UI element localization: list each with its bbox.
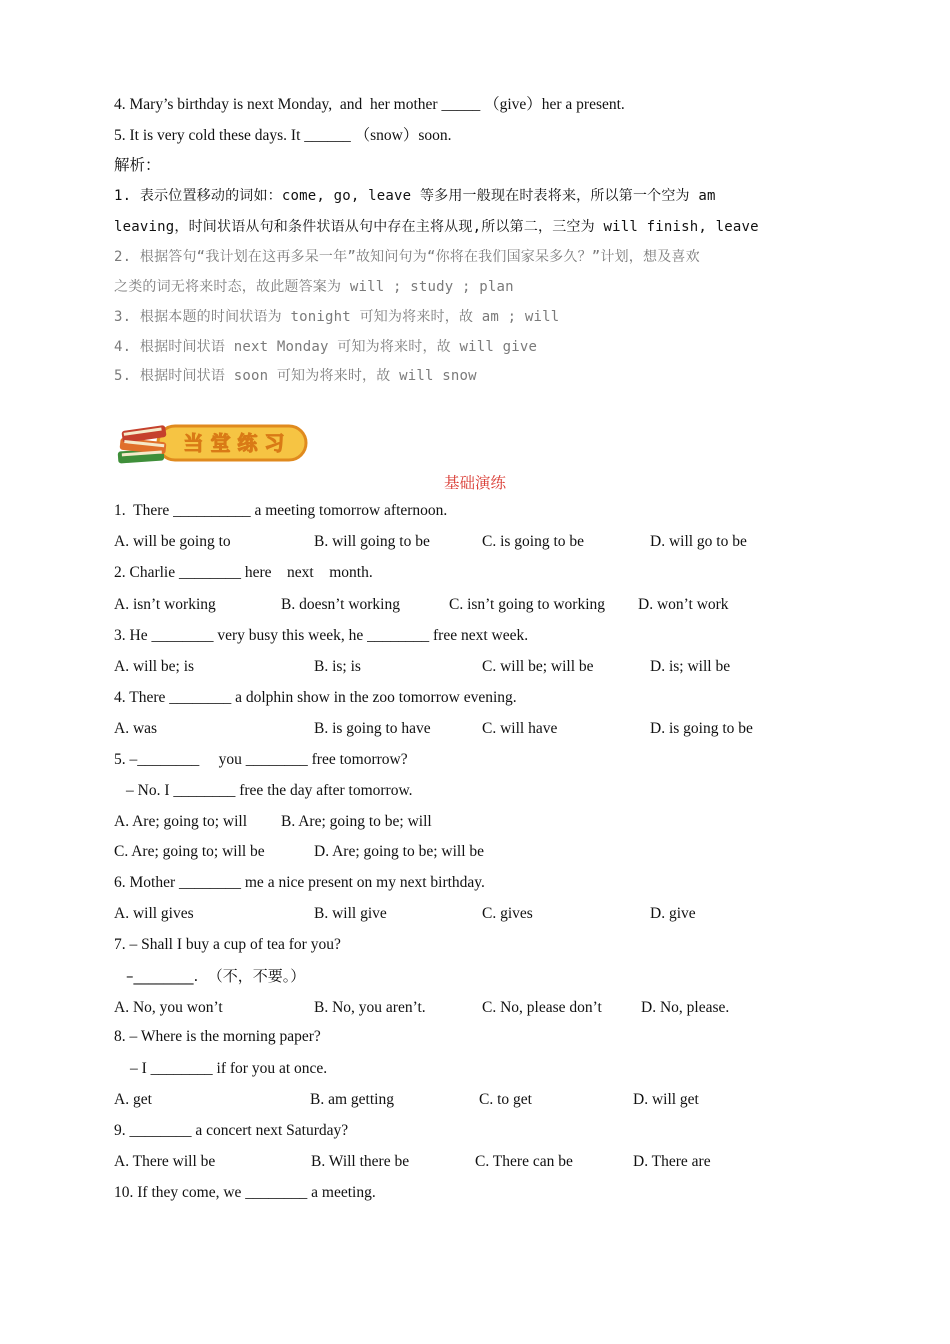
question-4: 4. There ________ a dolphin show in the zoo tomorrow evening. (114, 689, 517, 706)
analysis-2-line-2: 之类的词无将来时态，故此题答案为 will ; study ; plan (114, 279, 514, 295)
q6-option-b: B. will give (314, 905, 387, 922)
q4-option-c: C. will have (482, 720, 558, 737)
question-10: 10. If they come, we ________ a meeting. (114, 1184, 376, 1201)
question-6: 6. Mother ________ me a nice present on my next birthday. (114, 874, 485, 891)
q6-option-a: A. will gives (114, 905, 194, 922)
question-5-line-2: – No. I ________ free the day after tomorrow. (126, 782, 413, 799)
analysis-3: 3. 根据本题的时间状语为 tonight 可知为将来时，故 am ; will (114, 309, 560, 325)
analysis-4: 4. 根据时间状语 next Monday 可知为将来时，故 will give (114, 339, 538, 355)
q8-option-c: C. to get (479, 1091, 532, 1108)
q5-option-c: C. Are; going to; will be (114, 843, 265, 860)
question-1: 1. There __________ a meeting tomorrow afternoon. (114, 502, 448, 519)
q9-option-c: C. There can be (475, 1153, 573, 1170)
q9-option-d: D. There are (633, 1153, 711, 1170)
practice-banner (114, 416, 310, 468)
analysis-1-line-2: leaving，时间状语从句和条件状语从句中存在主将从现,所以第二，三空为 will finish, leave (114, 219, 759, 235)
q5-option-b: B. Are; going to be; will (281, 813, 432, 830)
question-8-line-2: – I ________ if for you at once. (130, 1060, 328, 1077)
analysis-5: 5. 根据时间状语 soon 可知为将来时，故 will snow (114, 368, 477, 384)
q6-option-d: D. give (650, 905, 696, 922)
q1-option-a: A. will be going to (114, 533, 231, 550)
question-8-line-1: 8. – Where is the morning paper? (114, 1028, 321, 1045)
q7-option-c: C. No, please don’t (482, 999, 602, 1016)
question-9: 9. ________ a concert next Saturday? (114, 1122, 349, 1139)
question-3: 3. He ________ very busy this week, he ________ free next week. (114, 627, 529, 644)
q8-option-d: D. will get (633, 1091, 699, 1108)
q1-option-d: D. will go to be (650, 533, 747, 550)
q7-option-b: B. No, you aren’t. (314, 999, 426, 1016)
analysis-1-line-1: 1. 表示位置移动的词如：come, go, leave 等多用一般现在时表将来，所以第一个空为 am (114, 188, 716, 204)
q2-option-a: A. isn’t working (114, 596, 216, 613)
analysis-2-line-1: 2. 根据答句“我计划在这再多呆一年”故知问句为“你将在我们国家呆多久？”计划，想及喜欢 (114, 249, 700, 265)
question-7-line-2: –________. （不，不要。） (126, 967, 306, 985)
q7-option-a: A. No, you won’t (114, 999, 223, 1016)
q2-option-c: C. isn’t going to working (449, 596, 606, 613)
banner-text: 当 堂 练 习 (183, 431, 285, 455)
q4-option-b: B. is going to have (314, 720, 431, 737)
q4-option-a: A. was (114, 720, 158, 737)
q1-option-b: B. will going to be (314, 533, 430, 550)
prev-question-5: 5. It is very cold these days. It ______ （snow）soon. (114, 127, 452, 144)
q5-option-d: D. Are; going to be; will be (314, 843, 485, 860)
question-2: 2. Charlie ________ here next month. (114, 564, 373, 581)
prev-question-4: 4. Mary’s birthday is next Monday, and her mother _____ （give）her a present. (114, 96, 625, 113)
q2-option-d: D. won’t work (638, 596, 729, 613)
q5-option-a: A. Are; going to; will (114, 813, 248, 830)
question-7-line-1: 7. – Shall I buy a cup of tea for you? (114, 936, 341, 953)
q4-option-d: D. is going to be (650, 720, 753, 737)
q7-option-d: D. No, please. (641, 999, 730, 1016)
section-title: 基础演练 (443, 475, 506, 492)
q3-option-a: A. will be; is (114, 658, 195, 675)
q8-option-a: A. get (114, 1091, 152, 1108)
q3-option-b: B. is; is (314, 658, 361, 675)
books-icon (114, 416, 310, 468)
q6-option-c: C. gives (482, 905, 533, 922)
q1-option-c: C. is going to be (482, 533, 585, 550)
q3-option-c: C. will be; will be (482, 658, 594, 675)
analysis-label: 解析： (114, 157, 161, 174)
q9-option-b: B. Will there be (311, 1153, 410, 1170)
q2-option-b: B. doesn’t working (281, 596, 400, 613)
q9-option-a: A. There will be (114, 1153, 216, 1170)
question-5-line-1: 5. –________ you ________ free tomorrow? (114, 751, 408, 768)
q3-option-d: D. is; will be (650, 658, 731, 675)
q8-option-b: B. am getting (310, 1091, 394, 1108)
